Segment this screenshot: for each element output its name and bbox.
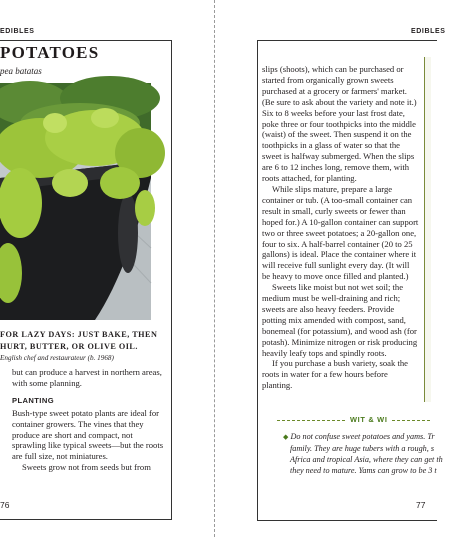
- botanical-name: pea batatas: [0, 66, 42, 76]
- pull-quote: FOR LAZY DAYS: JUST BAKE, THEN HURT, BUTTER, OR OLIVE OIL.: [0, 330, 158, 351]
- sweet-potato-container-photo: [0, 83, 151, 320]
- intro-paragraph: but can produce a harvest in northern areas, with some planning.: [12, 367, 162, 388]
- planting-paragraph-2: Sweets grow not from seeds but from: [22, 462, 151, 473]
- left-header-rule: [0, 40, 172, 41]
- sidebar-title: WIT & WI: [347, 415, 391, 424]
- diamond-bullet-icon: ◆: [283, 433, 289, 441]
- right-header-rule: [257, 40, 437, 41]
- right-page-number: 77: [416, 500, 426, 510]
- right-running-header: EDIBLES: [411, 28, 446, 35]
- sidebar-line: Do not confuse sweet potatoes and yams. Tr: [290, 432, 435, 441]
- body-paragraph: If you purchase a bush variety, soak the roots in water for a few hours before planting.: [262, 358, 408, 391]
- section-heading-planting: PLANTING: [12, 395, 55, 405]
- body-paragraph: Sweets like moist but not wet soil; the medium must be well-draining and rich; sweets are also heavy feeders. Provide potting mix amended with compost, sand, bonemeal (for potassium), and wood ash (for potash). Minimize nitrogen or risk producing heavily leafy tops and spindly roots.: [262, 282, 418, 358]
- sidebar-line: family. They are huge tubers with a rough, s: [290, 444, 435, 453]
- sidebar-line: they need to mature. Yams can grow to be 3 t: [290, 466, 437, 475]
- left-body-text: [12, 367, 167, 473]
- left-running-header: EDIBLES: [0, 28, 35, 35]
- sidebar-text: [283, 431, 453, 476]
- sidebar-line: Africa and tropical Asia, where they can get th: [290, 455, 443, 464]
- body-paragraph: While slips mature, prepare a large container or tub. (A too-small container can result in small, curly sweets or fewer than hoped for.) A 10-gallon container can support two or three sweet potatoes; a 20-gallon one, four to six. A half-barrel container (20 to 25 gallons) is ideal. Place the container where it will receive full sunlight every day. (It will be heavy to move once filled and planted.): [262, 183, 419, 282]
- sidebar-panel-edge: [424, 57, 431, 402]
- body-paragraph: slips (shoots), which can be purchased or started from organically grown sweets purchased at a grocery or farmers' market. (Be sure to ask about the variety and note it.) Six to 8 weeks before your last frost date, poke three or four toothpicks into the middle (waist) of the sweet. Then suspend it on the toothpicks in a glass of water so that the sweet is halfway submerged. When the slips are 6 to 12 inches long, remove them, with roots attached, for planting.: [262, 64, 417, 184]
- page-title: POTATOES: [0, 43, 100, 62]
- quote-attribution: English chef and restaurateur (b. 1968): [0, 354, 114, 362]
- left-page-number: 76: [0, 500, 10, 510]
- planting-paragraph: Bush-type sweet potato plants are ideal for container growers. The vines that they produce are short and compact, not sprawling like typical sweets—but the roots are full size, not miniatures.: [12, 407, 164, 462]
- left-page: [0, 0, 214, 537]
- right-body-text: [262, 64, 419, 391]
